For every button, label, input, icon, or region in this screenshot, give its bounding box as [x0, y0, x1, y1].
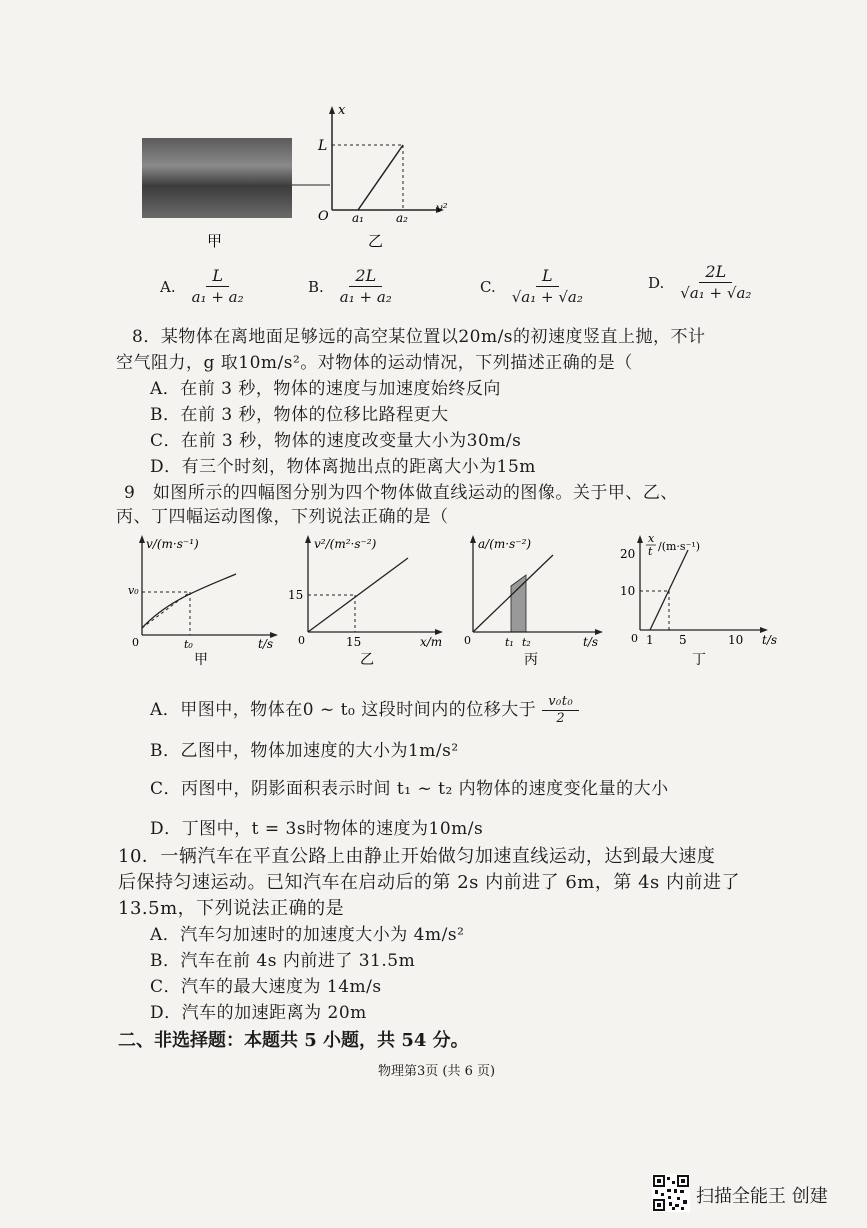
ding-xlabel: t/s: [762, 633, 778, 647]
jia-xtick: t₀: [184, 638, 193, 651]
ding-ylabel-num: x: [648, 532, 655, 545]
frac-num: 2L: [349, 266, 382, 287]
q7-option-c[interactable]: [480, 266, 587, 307]
ding-caption: 丁: [692, 652, 706, 668]
frac-num: v₀t₀: [542, 694, 579, 711]
bing-caption: 丙: [524, 652, 538, 668]
q10-option-b[interactable]: B．汽车在前 4s 内前进了 31.5m: [150, 951, 416, 971]
q7-option-b[interactable]: [308, 266, 396, 307]
ding-xtick-5: 5: [679, 633, 687, 647]
yi-xtick: 15: [346, 635, 362, 649]
jia-ytick: v₀: [128, 584, 139, 597]
q10-option-c[interactable]: C．汽车的最大速度为 14m/s: [150, 977, 382, 997]
axis-v2-label: v²: [436, 201, 448, 215]
ding-ylabel-unit: /(m·s⁻¹): [658, 540, 701, 553]
option-letter: B.: [308, 277, 324, 296]
yi-origin: 0: [298, 634, 305, 647]
frac-num: 2L: [699, 262, 732, 283]
yi-xlabel: x/m: [420, 635, 443, 649]
q8-option-a[interactable]: A．在前 3 秒，物体的速度与加速度始终反向: [150, 379, 501, 399]
bing-xlabel: t/s: [583, 635, 599, 649]
tick-a2: a₂: [396, 211, 408, 225]
q9-stem-line2: 丙、丁四幅运动图像，下列说法正确的是（: [116, 507, 449, 527]
q9-option-b[interactable]: B．乙图中，物体加速度的大小为1m/s²: [150, 741, 459, 761]
q9-option-d[interactable]: D．丁图中，t = 3s时物体的速度为10m/s: [150, 819, 484, 839]
ding-ytick-10: 10: [620, 584, 636, 598]
q9-option-c[interactable]: C．丙图中，阴影面积表示时间 t₁ ~ t₂ 内物体的速度变化量的大小: [150, 779, 669, 799]
q7-option-a[interactable]: [160, 266, 248, 307]
q8-stem-line1: 8．某物体在离地面足够远的高空某位置以20m/s的初速度竖直上抛，不计: [132, 327, 706, 347]
q10-option-d[interactable]: D．汽车的加速距离为 20m: [150, 1003, 367, 1023]
tick-a1: a₁: [352, 211, 364, 225]
jia-ylabel: v/(m·s⁻¹): [146, 537, 199, 551]
ding-xtick-1: 1: [646, 633, 654, 647]
q9-option-a[interactable]: [150, 694, 579, 727]
bing-ylabel: a/(m·s⁻²): [478, 537, 532, 551]
q8-option-c[interactable]: C．在前 3 秒，物体的速度改变量大小为30m/s: [150, 431, 522, 451]
tick-O: O: [318, 209, 329, 224]
graph-curve: [142, 574, 236, 628]
q7-option-d[interactable]: [648, 262, 755, 303]
top-figure-graph: [140, 100, 460, 260]
q9-option-a-text: A．甲图中，物体在0 ~ t₀ 这段时间内的位移大于: [150, 700, 537, 720]
q9-graphs: [128, 530, 788, 670]
frac-num: L: [536, 266, 559, 287]
q9-stem-line1: 9 如图所示的四幅图分别为四个物体做直线运动的图像。关于甲、乙、: [124, 483, 678, 503]
q8-option-b[interactable]: B．在前 3 秒，物体的位移比路程更大: [150, 405, 449, 425]
graph-bing: [464, 535, 603, 668]
ding-xtick-10: 10: [728, 633, 744, 647]
yi-ylabel: v²/(m²·s⁻²): [314, 537, 377, 551]
q10-stem-line1: 10．一辆汽车在平直公路上由静止开始做匀加速直线运动，达到最大速度: [118, 846, 716, 867]
axis-x-label: x: [338, 103, 346, 118]
ding-ylabel-den: t: [648, 545, 653, 558]
page-footer: 物理第3页 (共 6 页): [378, 1064, 496, 1079]
graph-jia: [128, 535, 278, 668]
q10-option-a[interactable]: A．汽车匀加速时的加速度大小为 4m/s²: [150, 925, 465, 945]
watermark-text: 扫描全能王 创建: [696, 1186, 828, 1207]
q10-stem-line2: 后保持匀速运动。已知汽车在启动后的第 2s 内前进了 6m，第 4s 内前进了: [118, 872, 741, 893]
caption-jia: 甲: [207, 232, 223, 250]
frac-den: a₁ + a₂: [191, 288, 244, 306]
option-letter: A.: [160, 277, 176, 296]
jia-origin: 0: [132, 636, 139, 649]
bing-origin: 0: [464, 634, 471, 647]
yi-caption: 乙: [360, 652, 374, 668]
frac-den: a₁ + a₂: [339, 288, 392, 306]
frac-den: √a₁ + √a₂: [680, 284, 752, 302]
graph-yi: [288, 535, 443, 668]
ding-origin: 0: [631, 632, 638, 645]
yi-ytick: 15: [288, 588, 304, 602]
q10-stem-line3: 13.5m，下列说法正确的是: [118, 898, 345, 919]
ding-ytick-20: 20: [620, 547, 636, 561]
jia-xlabel: t/s: [258, 637, 274, 651]
graph-line: [358, 145, 403, 210]
q8-option-d[interactable]: D．有三个时刻，物体离抛出点的距离大小为15m: [150, 457, 536, 477]
q8-stem-line2: 空气阻力，g 取10m/s²。对物体的运动情况，下列描述正确的是（: [116, 353, 633, 373]
bing-xtick1: t₁: [505, 636, 514, 649]
bing-xtick2: t₂: [522, 636, 531, 649]
qr-code-icon: [652, 1174, 690, 1212]
frac-den: √a₁ + √a₂: [511, 288, 583, 306]
jia-caption: 甲: [194, 652, 208, 668]
tick-L: L: [318, 138, 328, 154]
frac-den: 2: [556, 711, 566, 726]
frac-num: L: [206, 266, 229, 287]
section-2-heading: 二、非选择题：本题共 5 小题，共 54 分。: [118, 1030, 469, 1051]
option-letter: C.: [480, 277, 496, 296]
graph-ding: [620, 532, 777, 668]
option-letter: D.: [648, 273, 665, 292]
caption-yi: 乙: [368, 232, 384, 250]
